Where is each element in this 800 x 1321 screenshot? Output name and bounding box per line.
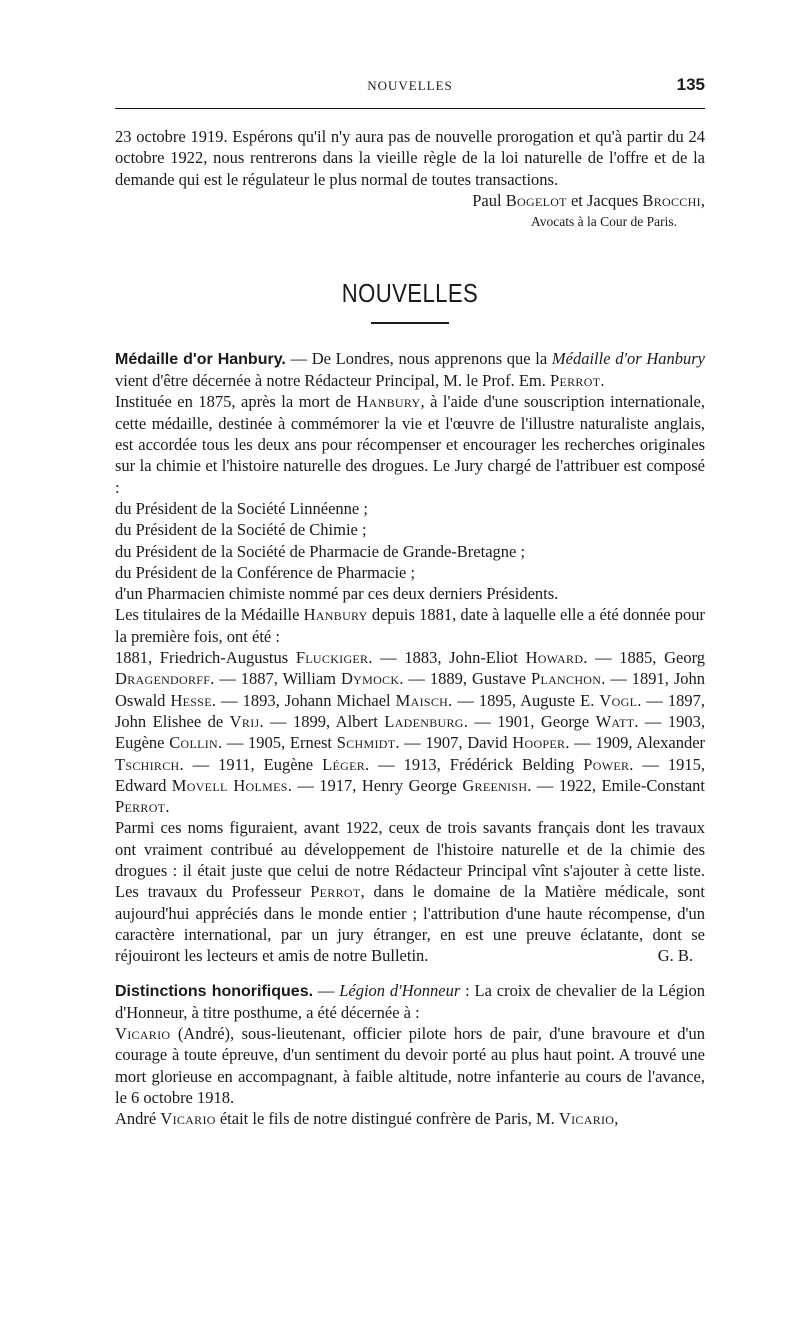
- laureate-name: Perrot: [115, 797, 166, 817]
- laureate-separator: . —: [217, 733, 249, 753]
- hanbury-heading: Médaille d'or Hanbury.: [115, 350, 286, 368]
- distinctions-p2-text: (André), sous-lieutenant, officier pilote hors de pair, d'une bravoure et d'un courage à toute épreuve, d'un sentiment du devoir porté au plus haut point. A trouvé une mort glorieuse en accompagnant, à faible altitude, notre infanterie au cours de l'avance, le 6 octobre 1918.: [115, 1024, 705, 1107]
- signature-prefix: Paul: [472, 190, 506, 210]
- hanbury-paragraph-3: [115, 604, 705, 647]
- hanbury-paragraph-1: [115, 348, 705, 392]
- laureate-separator: . —: [463, 711, 498, 731]
- jury-item: du Président de la Société de Chimie ;: [115, 520, 367, 540]
- laureate-entry: 1913, Frédérick Belding: [403, 754, 584, 774]
- hanbury-p3-b: depuis 1881, date à laquelle elle a été donnée pour la première fois, ont été :: [115, 605, 706, 646]
- laureate-separator: . —: [368, 648, 405, 668]
- distinctions-p3-c: ,: [614, 1109, 619, 1129]
- laureate-entry: 1881, Friedrich-Augustus: [115, 648, 296, 668]
- laureate-name: Hooper: [512, 733, 566, 753]
- hanbury-p2-a: Instituée en 1875, après la mort de: [115, 392, 357, 412]
- distinctions-p2-name: Vicario: [115, 1024, 171, 1044]
- section-gap: [115, 967, 705, 980]
- laureate-separator: . —: [583, 648, 620, 668]
- laureate-entry: 1895, Auguste E.: [478, 690, 600, 710]
- laureate-separator: . —: [259, 711, 293, 731]
- running-head: [115, 75, 705, 98]
- laureate-name: Howard: [525, 648, 584, 668]
- laureate-name: Vrij: [229, 711, 260, 731]
- distinctions-p3-name2: Vicario: [558, 1109, 615, 1129]
- laureate-entry: 1917, Henry George: [319, 775, 463, 795]
- laureate-name: Power: [583, 754, 630, 774]
- signature-name-brocchi: Brocchi: [642, 190, 701, 210]
- affiliation: Avocats à la Cour de Paris.: [531, 213, 677, 229]
- distinctions-p3-name1: Vicario: [160, 1109, 216, 1129]
- laureate-separator: . —: [601, 669, 632, 689]
- signature-suffix: ,: [700, 190, 705, 210]
- distinctions-p3-b: était le fils de notre distingué confrère de Paris, M.: [215, 1109, 559, 1129]
- hanbury-p4-a: Parmi ces noms figuraient, avant 1922, ceux de trois savants français dont les travaux ont vraiment contribué au développement de l'histoire naturelle et de la chimie des drogues : il était juste que celui de notre Rédacteur Principal vînt s'ajouter à cette liste. Les travaux du Professeur: [115, 818, 705, 902]
- distinctions-paragraph-1: [115, 980, 705, 1024]
- hanbury-paragraph-2: [115, 391, 705, 497]
- hanbury-p1-a: — De Londres, nous apprenons que la: [285, 348, 552, 368]
- header-rule: [115, 108, 705, 109]
- laureate-entry: 1899, Albert: [293, 711, 385, 731]
- intro-paragraph: [115, 126, 705, 190]
- laureate-name: Léger: [322, 754, 366, 774]
- running-title: NOUVELLES: [367, 78, 453, 93]
- laureate-separator: . —: [365, 754, 404, 774]
- laureate-separator: . —: [399, 669, 430, 689]
- section-title: NOUVELLES: [341, 277, 479, 308]
- laureate-name: Dymock: [340, 669, 400, 689]
- signature-name-bogelot: Bogelot: [505, 190, 567, 210]
- hanbury-p2-name: Hanbury: [356, 392, 421, 412]
- laureate-name: Dragendorff: [115, 669, 211, 689]
- laureate-entry: 1889, Gustave: [429, 669, 531, 689]
- laureate-separator: . —: [634, 711, 668, 731]
- laureate-separator: . —: [629, 754, 668, 774]
- intro-text: 23 octobre 1919. Espérons qu'il n'y aura pas de nouvelle prorogation et qu'à partir du 24 octobre 1922, nous rentrerons dans la vieille règle de la loi naturelle de l'offre et de la demande qui est le régulateur le plus normal de toutes transactions.: [115, 127, 705, 189]
- jury-item: du Président de la Conférence de Pharmacie ;: [115, 562, 416, 582]
- laureate-separator: . —: [527, 775, 559, 795]
- hanbury-p1-name: Perrot: [550, 371, 601, 391]
- hanbury-p3-name: Hanbury: [303, 605, 368, 625]
- laureate-name: Schmidt: [336, 733, 396, 753]
- laureate-entry: 1885, Georg: [619, 648, 706, 668]
- laureate-name: Ladenburg: [384, 711, 464, 731]
- laureate-separator: .: [165, 797, 170, 817]
- distinctions-p1-italic: Légion d'Honneur: [339, 980, 461, 1000]
- laureate-name: Hesse: [170, 690, 212, 710]
- laureate-entry: 1907, David: [425, 733, 513, 753]
- distinctions-p1-a: —: [313, 980, 340, 1000]
- laureates-list: [115, 647, 705, 817]
- laureate-separator: . —: [211, 690, 243, 710]
- laureate-entry: 1891, John Oswald: [115, 669, 706, 710]
- laureate-separator: . —: [448, 690, 479, 710]
- laureate-name: Collin: [169, 733, 218, 753]
- laureate-name: Vogl: [599, 690, 638, 710]
- distinctions-paragraph-2: [115, 1023, 705, 1108]
- hanbury-paragraph-4: [115, 817, 705, 966]
- laureate-separator: . —: [179, 754, 219, 774]
- laureate-entry: 1887, William: [240, 669, 341, 689]
- section-rule: [371, 322, 449, 324]
- laureate-separator: . —: [287, 775, 320, 795]
- distinctions-heading: Distinctions honorifiques.: [115, 982, 314, 1000]
- laureate-name: Watt: [595, 711, 635, 731]
- laureate-separator: . —: [637, 690, 668, 710]
- laureate-entry: 1883, John-Eliot: [404, 648, 526, 668]
- laureate-separator: . —: [565, 733, 596, 753]
- distinctions-paragraph-3: [115, 1108, 705, 1129]
- laureate-entry: 1922, Emile-Constant: [558, 775, 706, 795]
- hanbury-p3-a: Les titulaires de la Médaille: [115, 605, 304, 625]
- laureate-entry: 1915, Edward: [115, 754, 706, 795]
- jury-list: [115, 498, 705, 604]
- hanbury-p2-b: , à l'aide d'une souscription internationale, cette médaille, destinée à commémorer la vie et l'œuvre de l'illustre naturaliste anglais, est accordée tous les deux ans pour récompenser et encourager les recherches originales sur la chimie et l'histoire naturelle des drogues. Le Jury chargé de l'attribuer est composé :: [115, 392, 705, 497]
- hanbury-p4-name: Perrot: [310, 882, 361, 902]
- laureate-separator: . —: [395, 733, 426, 753]
- page-number: 135: [676, 75, 705, 94]
- laureate-name: Planchon: [530, 669, 602, 689]
- laureate-entry: 1911, Eugène: [218, 754, 323, 774]
- signature: [115, 190, 705, 212]
- laureate-entry: 1897, John Elishee de: [115, 690, 706, 731]
- laureate-name: Movell Holmes: [171, 775, 288, 795]
- hanbury-p1-italic: Médaille d'or Hanbury: [551, 348, 705, 368]
- laureate-name: Greenish: [462, 775, 528, 795]
- laureate-entry: 1901, George: [497, 711, 596, 731]
- author-initials: G. B.: [657, 946, 693, 966]
- laureate-entry: 1905, Ernest: [248, 733, 337, 753]
- laureate-name: Maisch: [395, 690, 449, 710]
- hanbury-p1-b: vient d'être décernée à notre Rédacteur Principal, M. le Prof. Em.: [115, 371, 551, 391]
- laureate-separator: . —: [210, 669, 241, 689]
- jury-item: du Président de la Société de Pharmacie de Grande-Bretagne ;: [115, 541, 526, 561]
- jury-item: d'un Pharmacien chimiste nommé par ces deux derniers Présidents.: [115, 584, 559, 604]
- jury-item: du Président de la Société Linnéenne ;: [115, 498, 368, 518]
- laureate-name: Fluckiger: [295, 648, 369, 668]
- laureate-name: Tschirch: [115, 754, 180, 774]
- distinctions-p3-a: André: [115, 1109, 161, 1129]
- laureate-entry: 1893, Johann Michael: [242, 690, 396, 710]
- page-body: [115, 126, 705, 1130]
- laureate-entry: 1909, Alexander: [595, 733, 706, 753]
- distinctions-p1-b: : La croix de chevalier de la Légion d'Honneur, à titre posthume, a été décernée à :: [115, 980, 706, 1022]
- laureate-entry: 1903, Eugène: [115, 711, 705, 753]
- hanbury-p4-b: , dans le domaine de la Matière médicale, sont aujourd'hui appréciés dans le monde entier ; l'attribution d'une haute récompense, d'un caractère international, par un jury étranger, en est une preuve éclatante, dont se réjouiront les lecteurs et amis de notre Bulletin.: [115, 882, 706, 966]
- signature-mid: et Jacques: [566, 190, 643, 210]
- hanbury-p1-c: .: [600, 371, 605, 391]
